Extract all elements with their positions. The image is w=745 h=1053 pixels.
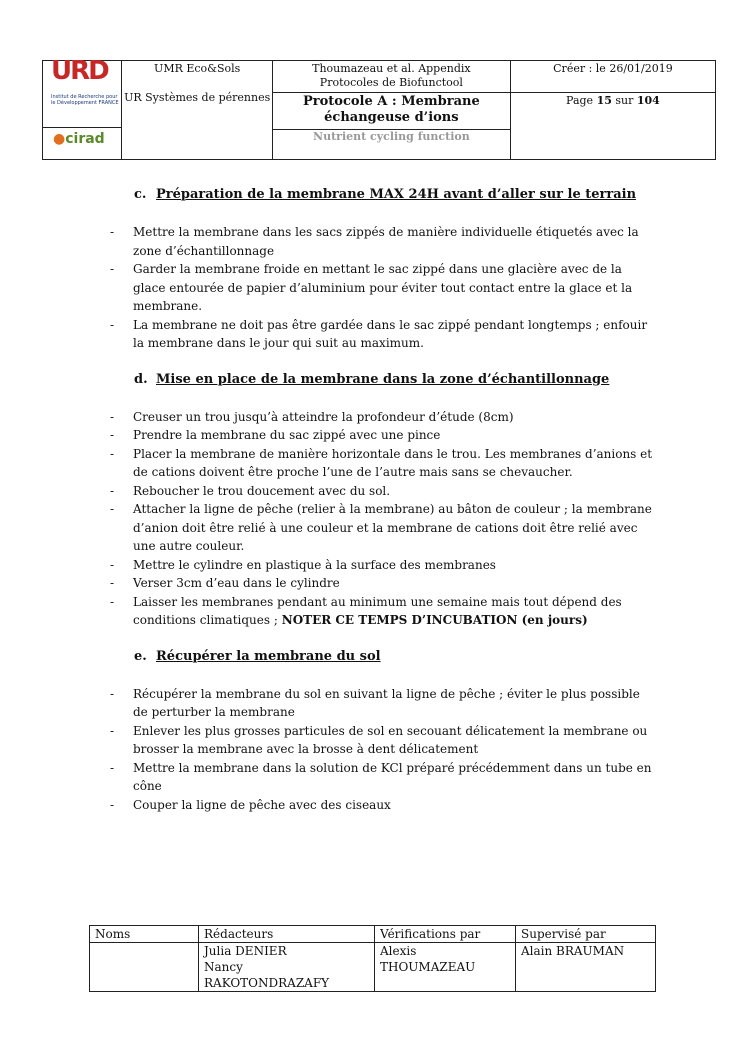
meta-cell	[510, 61, 715, 160]
section-d-list	[110, 408, 655, 630]
section-heading-e: e. Récupérer la membrane du sol	[134, 648, 381, 664]
names-header: Noms	[90, 926, 199, 943]
redacteurs-header: Rédacteurs	[199, 926, 375, 943]
list-item: - Garder la membrane froide en mettant le sac zippé dans une glacière avec de la glace entourée de papier d’aluminium pour éviter tout contact entre la glace et la membrane.	[110, 260, 655, 316]
protocol-title: Protocole A : Membrane échangeuse d’ions	[273, 93, 510, 130]
verification-cell: Alexis THOUMAZEAU	[375, 943, 516, 992]
supervise-header: Supervisé par	[516, 926, 656, 943]
list-item: - Laisser les membranes pendant au minimum une semaine mais tout dépend des conditions climatiques ; NOTER CE TEMPS D’INCUBATION (en jours)	[110, 593, 655, 630]
redacteurs-cell	[199, 943, 375, 992]
verifications-header: Vérifications par	[375, 926, 516, 943]
redacteur-name: Julia DENIER	[204, 944, 287, 958]
list-item: - Verser 3cm d’eau dans le cylindre	[110, 574, 655, 593]
document-body	[110, 186, 655, 814]
urd-logo	[43, 56, 121, 128]
protocol-cell	[272, 61, 510, 160]
list-item: - Mettre la membrane dans les sacs zippés de manière individuelle étiquetés avec la zone d’échantillonnage	[110, 223, 655, 260]
section-heading-c: c. Préparation de la membrane MAX 24H avant d’aller sur le terrain	[134, 187, 637, 202]
section-e-list	[110, 685, 655, 815]
signature-table	[89, 925, 656, 992]
unit-umr: UMR Eco&Sols	[154, 62, 241, 75]
protocol-reference: Thoumazeau et al. Appendix Protocoles de Biofunctool	[273, 61, 510, 93]
section-c-list	[110, 223, 655, 353]
created-date: Créer : le 26/01/2019	[511, 61, 715, 93]
cirad-logo-dot-icon: ●	[53, 131, 66, 147]
cirad-logo	[43, 128, 121, 159]
names-empty-cell	[90, 943, 199, 992]
logo-cell	[43, 56, 122, 160]
list-item: - La membrane ne doit pas être gardée dans le sac zippé pendant longtemps ; enfouir la membrane dans le jour qui suit au maximum.	[110, 316, 655, 353]
list-item: - Creuser un trou jusqu’à atteindre la profondeur d’étude (8cm)	[110, 408, 655, 427]
list-item: - Reboucher le trou doucement avec du sol.	[110, 482, 655, 501]
urd-logo-mark: URD	[51, 56, 108, 86]
cirad-logo-mark: ●cirad	[53, 131, 105, 147]
page-number: Page 15 sur 104	[566, 94, 660, 107]
supervise-cell: Alain BRAUMAN	[516, 943, 656, 992]
list-item: - Mettre le cylindre en plastique à la surface des membranes	[110, 556, 655, 575]
urd-logo-subtitle: Institut de Recherche pour le Développement FRANCE	[51, 94, 119, 106]
list-item: - Couper la ligne de pêche avec des ciseaux	[110, 796, 655, 815]
header-table	[42, 56, 716, 160]
protocol-function: Nutrient cycling function	[313, 130, 470, 143]
list-item: - Attacher la ligne de pêche (relier à la membrane) au bâton de couleur ; la membrane d’anion doit être relié à une couleur et la membrane de cations doit être relié avec une autre couleur.	[110, 500, 655, 556]
redacteur-name: Nancy RAKOTONDRAZAFY	[204, 960, 330, 990]
unit-cell	[122, 61, 272, 160]
list-item: - Mettre la membrane dans la solution de KCl préparé précédemment dans un tube en cône	[110, 759, 655, 796]
list-item: - Placer la membrane de manière horizontale dans le trou. Les membranes d’anions et de cations doivent être proche l’une de l’autre mais sans se chevaucher.	[110, 445, 655, 482]
section-heading-d: d. Mise en place de la membrane dans la zone d’échantillonnage	[134, 371, 610, 387]
unit-ur: UR Systèmes de pérennes	[124, 91, 271, 104]
list-item: - Prendre la membrane du sac zippé avec une pince	[110, 426, 655, 445]
list-item: - Récupérer la membrane du sol en suivant la ligne de pêche ; éviter le plus possible de perturber la membrane	[110, 685, 655, 722]
list-item: - Enlever les plus grosses particules de sol en secouant délicatement la membrane ou brosser la membrane avec la brosse à dent délicatement	[110, 722, 655, 759]
